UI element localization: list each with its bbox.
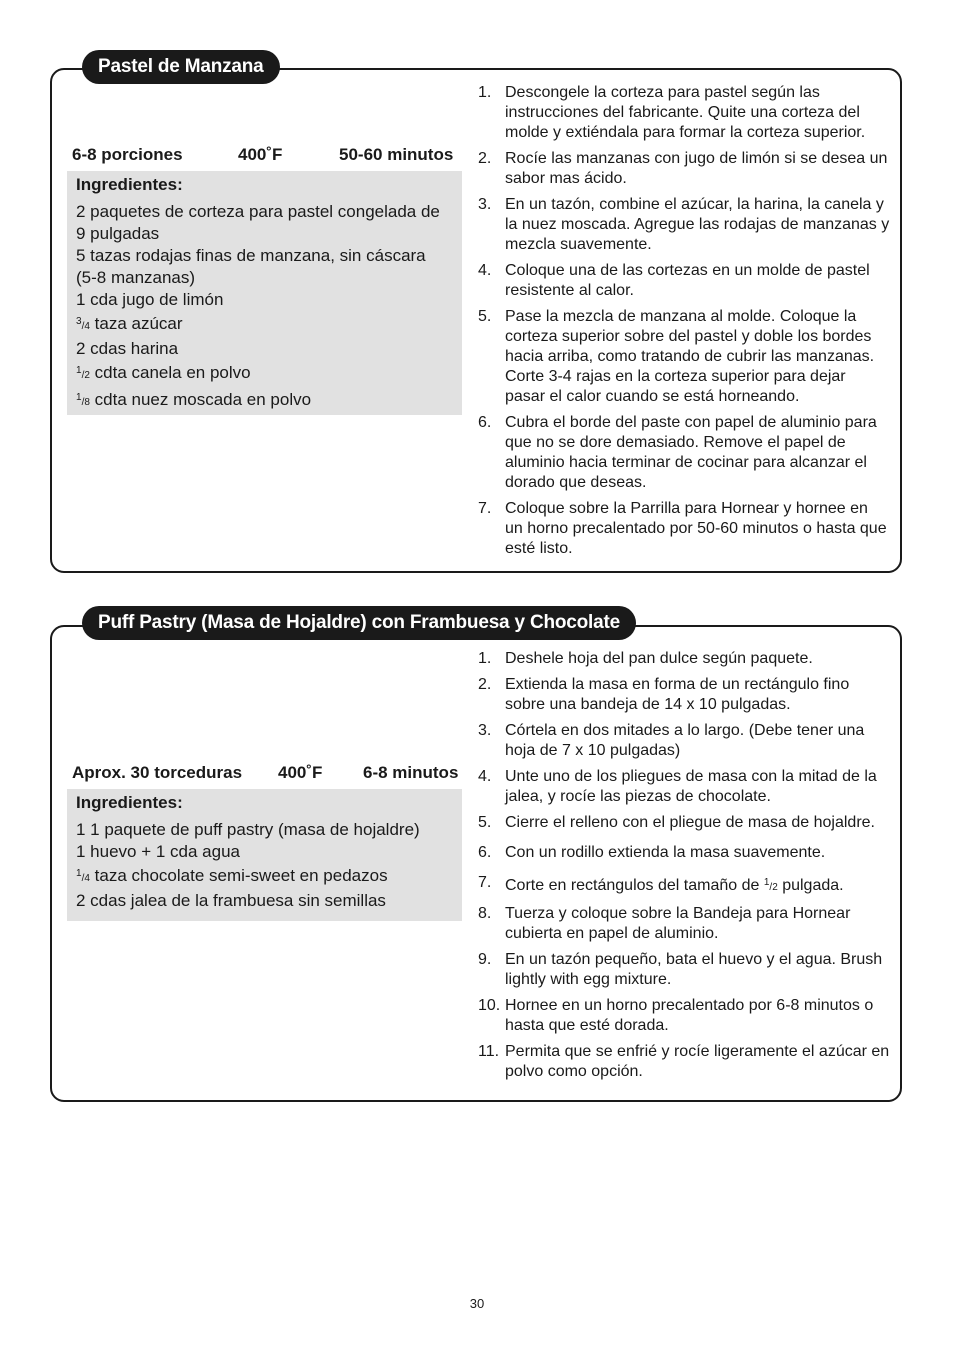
- ingredient-line: 2 cdas harina: [76, 339, 179, 358]
- instruction-list: [478, 649, 890, 1088]
- page-number: 30: [469, 1296, 485, 1311]
- servings: 6-8 porciones: [72, 145, 183, 164]
- fraction: $^1$/2: [76, 365, 90, 381]
- instruction-step: 7. Corte en rectángulos del tamaño de $^1$/2 pulgada.: [478, 874, 844, 894]
- instruction-step: 11. Permita que se enfrié y rocíe ligeramente el azúcar en polvo como opción.: [478, 1043, 890, 1080]
- instruction-step: 9. En un tazón pequeño, bata el huevo y el agua. Brush lightly with egg mixture.: [478, 951, 883, 988]
- ingredients-heading: Ingredientes:: [76, 175, 183, 194]
- instruction-step: 4. Coloque una de las cortezas en un molde de pastel resistente al calor.: [478, 262, 870, 299]
- fraction: $^3$/4: [76, 316, 90, 332]
- ingredient-line: 1 huevo + 1 cda agua: [76, 842, 240, 861]
- instruction-step: 4. Unte uno de los pliegues de masa con la mitad de la jalea, y rocíe las piezas de chocolate.: [478, 768, 877, 805]
- recipe-title: Pastel de Manzana: [82, 50, 280, 84]
- instruction-step: 1. Descongele la corteza para pastel según las instrucciones del fabricante. Quite una corteza del molde y extiéndala para formar la corteza superior.: [478, 84, 866, 141]
- instruction-step: 1. Deshele hoja del pan dulce según paquete.: [478, 650, 813, 667]
- instruction-step: 8. Tuerza y coloque sobre la Bandeja para Hornear cubierta en papel de aluminio.: [478, 905, 851, 942]
- instruction-step: 3. Córtela en dos mitades a lo largo. (Debe tener una hoja de 7 x 10 pulgadas): [478, 722, 865, 759]
- instruction-list: [478, 83, 890, 565]
- ingredient-line: 2 cdas jalea de la frambuesa sin semillas: [76, 891, 386, 910]
- ingredient-line: 1 1 paquete de puff pastry (masa de hojaldre): [76, 820, 420, 839]
- temperature: 400˚F: [238, 145, 283, 164]
- cook-time: 6-8 minutos: [363, 763, 459, 782]
- fraction: $^1$/8: [76, 392, 90, 408]
- ingredient-line-with-fraction: $^1$/4 taza chocolate semi-sweet en pedazos: [76, 866, 388, 885]
- temperature: 400˚F: [278, 763, 323, 782]
- ingredient-line: (5-8 manzanas): [76, 268, 196, 287]
- instruction-step: 10. Hornee en un horno precalentado por 6-8 minutos o hasta que esté dorada.: [478, 997, 874, 1034]
- ingredients-box: [67, 171, 462, 415]
- ingredients-heading: Ingredientes:: [76, 793, 183, 812]
- instruction-step: 2. Rocíe las manzanas con jugo de limón si se desea un sabor mas ácido.: [478, 150, 888, 187]
- cook-time: 50-60 minutos: [339, 145, 454, 164]
- recipe-title: Puff Pastry (Masa de Hojaldre) con Frambuesa y Chocolate: [82, 606, 636, 640]
- instruction-step: 6. Cubra el borde del paste con papel de aluminio para que no se dore demasiado. Remove el papel de aluminio hacia terminar de cocinar para alcanzar el dorado que deseas.: [478, 414, 877, 491]
- instruction-step: 7. Coloque sobre la Parrilla para Hornear y hornee en un horno precalentado por 50-60 minutos o hasta que esté listo.: [478, 500, 887, 557]
- instruction-step: 5. Pase la mezcla de manzana al molde. Coloque la corteza superior sobre del pastel y doble los bordes hacia arriba, como tratando de cubrir las manzanas. Corte 3-4 rajas en la corteza superior para dejar pasar el calor cuando se está horneando.: [478, 308, 875, 405]
- instruction-step: 6. Con un rodillo extienda la masa suavemente.: [478, 844, 826, 861]
- servings: Aprox. 30 torceduras: [72, 763, 243, 782]
- instruction-step: 2. Extienda la masa en forma de un rectángulo fino sobre una bandeja de 14 x 10 pulgadas.: [478, 676, 850, 713]
- ingredient-line-with-fraction: $^3$/4 taza azúcar: [76, 314, 183, 333]
- instruction-step: 5. Cierre el relleno con el pliegue de masa de hojaldre.: [478, 814, 875, 831]
- instruction-step: 3. En un tazón, combine el azúcar, la harina, la canela y la nuez moscada. Agregue las rodajas de manzanas y mezcla suavemente.: [478, 196, 890, 253]
- fraction: $^1$/2: [763, 877, 778, 893]
- ingredient-line: 5 tazas rodajas finas de manzana, sin cáscara: [76, 246, 426, 265]
- ingredient-line-with-fraction: $^1$/8 cdta nuez moscada en polvo: [76, 390, 312, 409]
- ingredient-line: 2 paquetes de corteza para pastel congelada de: [76, 202, 440, 221]
- ingredient-line: 1 cda jugo de limón: [76, 290, 224, 309]
- fraction: $^1$/4: [76, 868, 90, 884]
- ingredient-line: 9 pulgadas: [76, 224, 160, 243]
- ingredients-box: [67, 789, 462, 921]
- ingredient-line-with-fraction: $^1$/2 cdta canela en polvo: [76, 363, 251, 382]
